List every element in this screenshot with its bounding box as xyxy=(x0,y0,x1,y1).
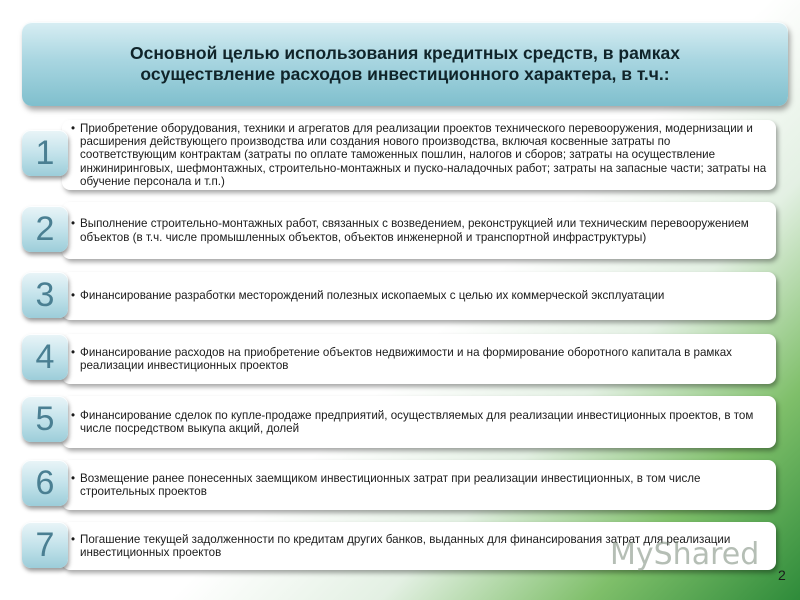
page-number: 2 xyxy=(778,567,786,583)
header-banner xyxy=(22,22,788,106)
number-badge: 1 xyxy=(22,130,68,176)
list-item xyxy=(0,396,800,448)
list-item xyxy=(0,202,800,259)
list-item-text: • Возмещение ранее понесенных заемщиком инвестиционных затрат при реализации инвестиционных, в том числе строительных проектов xyxy=(62,472,776,499)
list-item-box xyxy=(62,120,776,190)
list-item-text: • Финансирование разработки месторождений полезных ископаемых с целью их коммерческой эксплуатации xyxy=(62,289,670,302)
list-item xyxy=(0,120,800,190)
watermark xyxy=(606,534,760,574)
number-badge: 3 xyxy=(22,272,68,318)
list-item-text: • Финансирование сделок по купле-продаже предприятий, осуществляемых для реализации инвестиционных проектов, в том числе посредством выкупа акций, долей xyxy=(62,409,776,436)
list-item-box xyxy=(62,272,776,320)
list-item xyxy=(0,334,800,384)
number-badge: 7 xyxy=(22,522,68,568)
list-item-text: • Приобретение оборудования, техники и агрегатов для реализации проектов технического перевооружения, модернизации и расширения действующего производства или создания нового производства, включая косвенные затраты по соответствующим контрактам (затраты по оплате таможенных пошлин, налогов и сборов; затраты на осуществление инжиниринговых, шефмонтажных, строительно-монтажных и пуско-наладочных работ; затраты на запасные части; затраты на обучение персонала и т.п.) xyxy=(62,122,776,188)
watermark-text: MyShared xyxy=(610,536,760,572)
list-item-box xyxy=(62,202,776,259)
list-item-box xyxy=(62,334,776,384)
number-badge: 6 xyxy=(22,460,68,506)
list-item-text: • Погашение текущей задолженности по кредитам других банков, выданных для финансирования затрат для реализации инвестиционных проектов xyxy=(62,533,776,560)
list-item-text: • Выполнение строительно-монтажных работ, связанных с возведением, реконструкцией или техническим перевооружением объектов (в т.ч. числе промышленных объектов, объектов инженерной и транспортной инфраструктуры) xyxy=(62,217,776,244)
list-item xyxy=(0,460,800,510)
list-item xyxy=(0,272,800,320)
list-item-text: • Финансирование расходов на приобретение объектов недвижимости и на формирование оборотного капитала в рамках реализации инвестиционных проектов xyxy=(62,346,776,373)
number-badge: 5 xyxy=(22,396,68,442)
list-item-box xyxy=(62,396,776,448)
number-badge: 4 xyxy=(22,334,68,380)
list-item-box xyxy=(62,460,776,510)
number-badge: 2 xyxy=(22,206,68,252)
page-title: Основной целью использования кредитных средств, в рамках осуществление расходов инвестиционного характера, в т.ч.: xyxy=(130,43,680,84)
